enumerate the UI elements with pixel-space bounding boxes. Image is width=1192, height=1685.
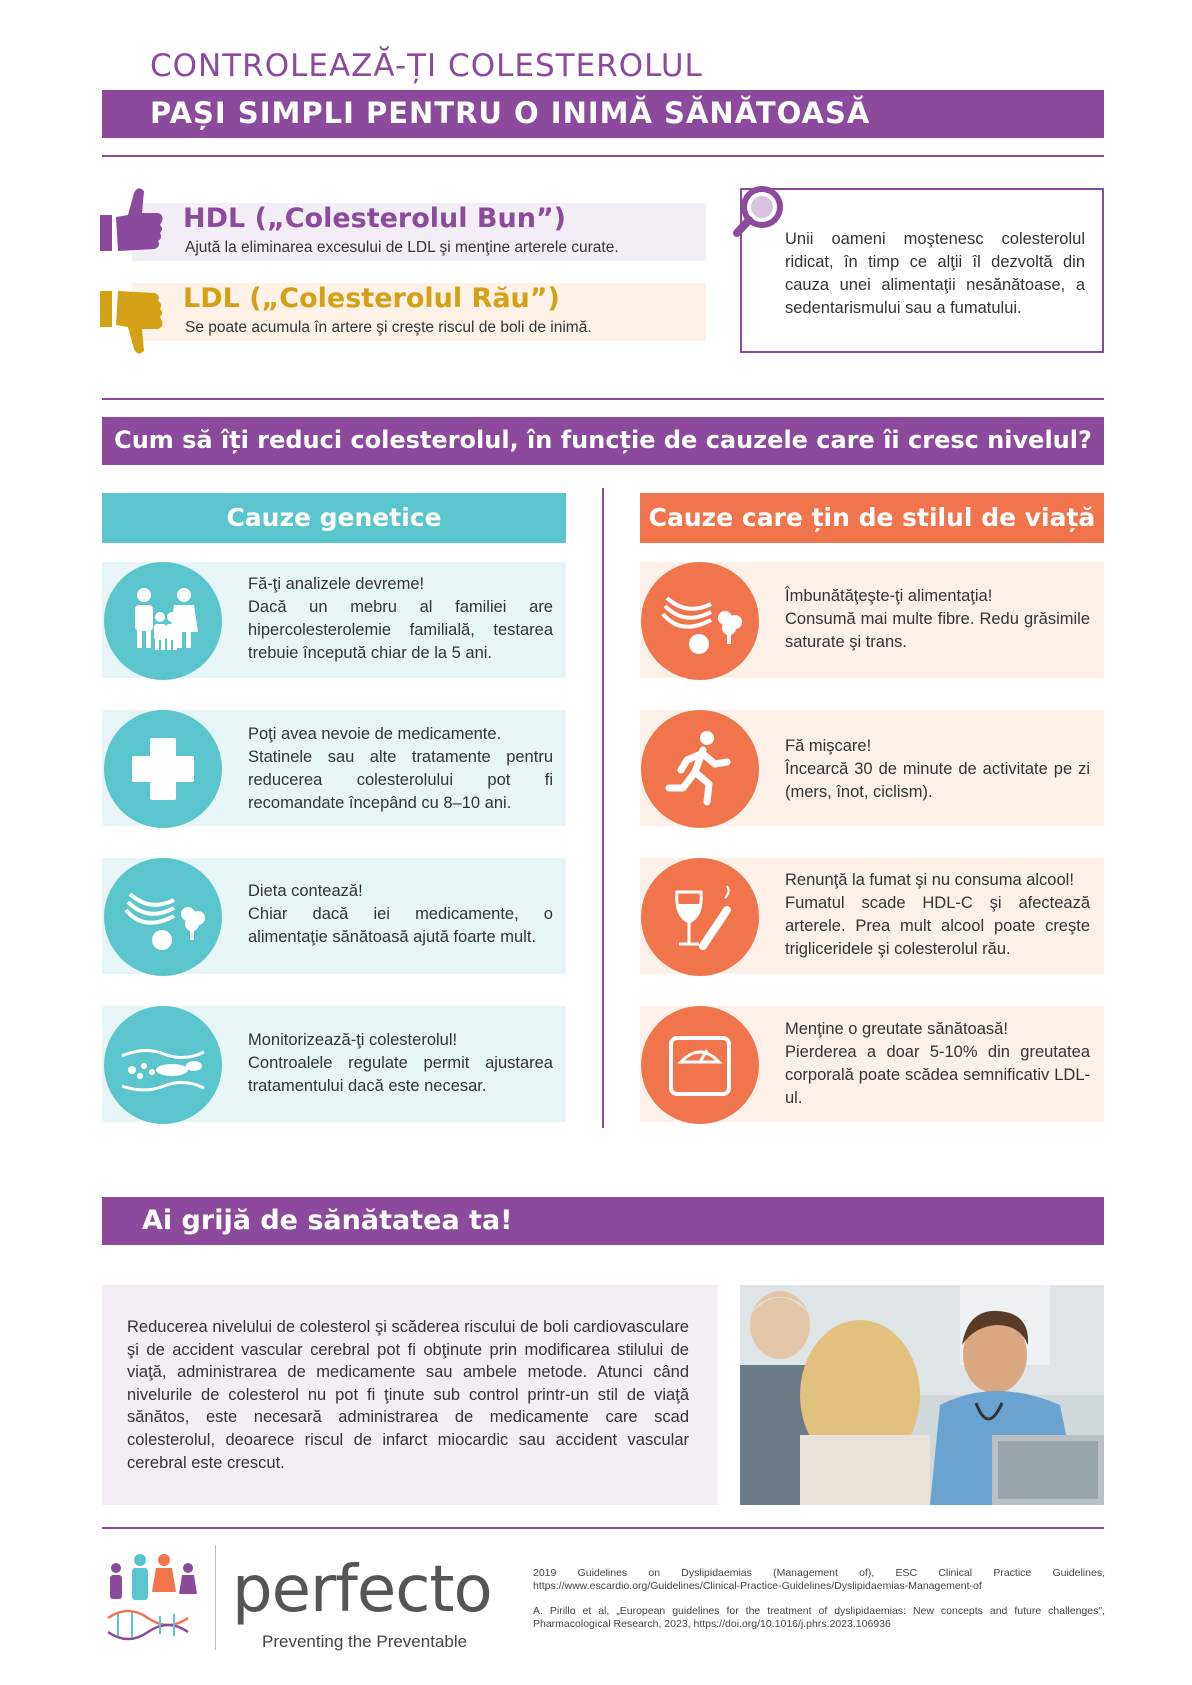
fruits-vegetables-icon bbox=[641, 562, 759, 680]
lifestyle-causes-header: Cauze care țin de stilul de viață bbox=[640, 493, 1104, 543]
card-heading: Îmbunătăţeşte-ţi alimentaţia! bbox=[785, 587, 993, 605]
card-body: Chiar dacă iei medicamente, o alimentaţie sănătoasă ajută foarte mult. bbox=[248, 905, 553, 946]
brand-tagline: Preventing the Preventable bbox=[262, 1632, 468, 1651]
doctor-patient-photo bbox=[740, 1285, 1104, 1505]
genetic-causes-header: Cauze genetice bbox=[102, 493, 566, 543]
ldl-title: LDL („Colesterolul Rău”) bbox=[183, 283, 560, 314]
question-heading: Cum să îți reduci colesterolul, în funcție de cauzele care îi cresc nivelul? bbox=[114, 426, 1092, 454]
card-heading: Menţine o greutate sănătoasă! bbox=[785, 1020, 1008, 1038]
card-body: Controalele regulate permit ajustarea tratamentului dacă este necesar. bbox=[248, 1054, 553, 1095]
scale-icon bbox=[641, 1006, 759, 1124]
reference: A. Pirillo et al, „European guidelines for the treatment of dyslipidaemias: New concepts and future challenges", Pharmacological Research, 2023, https://doi.org/10.1016/j.phrs.2023.106936 bbox=[533, 1605, 1105, 1630]
card-heading: Fă-ţi analizele devreme! bbox=[248, 575, 425, 593]
fruits-vegetables-icon bbox=[104, 858, 222, 976]
care-text: Reducerea nivelului de colesterol şi scăderea riscului de boli cardiovasculare şi de accident vascular cerebral pot fi obţinute prin modificarea stilului de viaţă, administrarea de medicamente sau ambele metode. Atunci când nivelurile de colesterol nu pot fi ţinute sub control printr-un stil de viaţă sănătos, este necesară administrarea de medicamente care scad colesterolul, deoarece riscul de infarct miocardic sau accident vascular cerebral este crescut. bbox=[127, 1318, 689, 1472]
divider bbox=[102, 155, 1104, 157]
card-heading: Fă mişcare! bbox=[785, 737, 872, 755]
artery-plaque-icon bbox=[104, 1006, 222, 1124]
card-heading: Monitorizează-ţi colesterolul! bbox=[248, 1031, 458, 1049]
magnifier-icon bbox=[732, 185, 786, 239]
family-dna-icon bbox=[104, 562, 222, 680]
column-divider bbox=[602, 488, 604, 1128]
page-subtitle: PAȘI SIMPLI PENTRU O INIMĂ SĂNĂTOASĂ bbox=[150, 96, 871, 130]
care-title: Ai grijă de sănătatea ta! bbox=[142, 1205, 513, 1236]
card-body: Încearcă 30 de minute de activitate pe zi (mers, înot, ciclism). bbox=[785, 760, 1090, 801]
brand-name: perfecto bbox=[232, 1553, 492, 1627]
logo-separator bbox=[215, 1545, 216, 1650]
card-body: Statinele sau alte tratamente pentru reducerea colesterolului pot fi recomandate începând cu 8–10 ani. bbox=[248, 748, 553, 812]
thumbs-down-icon bbox=[98, 285, 166, 357]
thumbs-up-icon bbox=[98, 185, 166, 257]
card-heading: Renunţă la fumat şi nu consuma alcool! bbox=[785, 871, 1074, 889]
hdl-description: Ajută la eliminarea excesului de LDL şi menţine arterele curate. bbox=[185, 239, 619, 256]
medical-cross-icon bbox=[104, 710, 222, 828]
card-body: Pierderea a doar 5-10% din greutatea corporală poate scădea semnificativ LDL-ul. bbox=[785, 1043, 1090, 1107]
divider bbox=[102, 398, 1104, 400]
hdl-title: HDL („Colesterolul Bun”) bbox=[183, 203, 567, 234]
ldl-description: Se poate acumula în artere şi creşte riscul de boli de inimă. bbox=[185, 319, 592, 336]
runner-icon bbox=[641, 710, 759, 828]
reference: 2019 Guidelines on Dyslipidaemias (Management of), ESC Clinical Practice Guidelines, https://www.escardio.org/Guidelines/Clinical-Practice-Guidelines/Dyslipidaemias-Management-of bbox=[533, 1567, 1105, 1592]
card-body: Fumatul scade HDL-C şi afectează arterele. Prea mult alcool poate creşte trigliceridele şi colesterolul rău. bbox=[785, 894, 1090, 958]
wine-cigarette-icon bbox=[641, 858, 759, 976]
card-body: Dacă un mebru al familiei are hipercolesterolemie familială, testarea trebuie începută chiar de la 5 ani. bbox=[248, 598, 553, 662]
inheritance-note: Unii oameni moştenesc colesterolul ridicat, în timp ce alţii îl dezvoltă din cauza unei alimentaţii nesănătoase, a sedentarismului sau a fumatului. bbox=[785, 230, 1085, 317]
divider bbox=[102, 1527, 1104, 1529]
card-body: Consumă mai multe fibre. Redu grăsimile saturate şi trans. bbox=[785, 610, 1090, 651]
card-heading: Poţi avea nevoie de medicamente. bbox=[248, 725, 502, 743]
perfecto-logo-icon bbox=[102, 1548, 202, 1648]
page-title: CONTROLEAZĂ-ȚI COLESTEROLUL bbox=[150, 48, 703, 84]
card-heading: Dieta contează! bbox=[248, 882, 363, 900]
